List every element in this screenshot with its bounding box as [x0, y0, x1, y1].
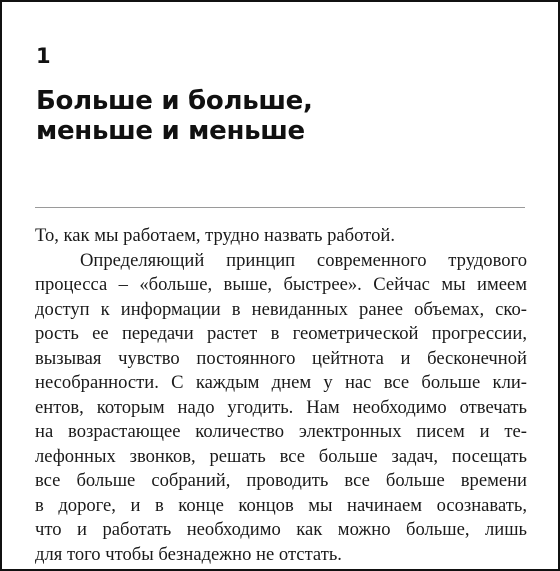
text-line: на возрастающее количество электронных писем и те- — [35, 421, 527, 442]
chapter-title-line: Больше и больше, — [36, 86, 313, 116]
text-line: для того чтобы безнадежно не отстать. — [35, 543, 342, 565]
text-line: рость ее передачи растет в геометрической прогрессии, — [35, 323, 527, 344]
chapter-number: 1 — [36, 44, 51, 68]
text-line: доступ к информации в невиданных ранее объемах, ско- — [35, 298, 527, 320]
paragraph — [35, 249, 527, 568]
text-line: лефонных звонков, решать все больше задач, посещать — [35, 445, 527, 467]
text-line: в дороге, и в конце концов мы начинаем осознавать, — [35, 494, 527, 516]
chapter-body — [35, 224, 527, 567]
chapter-title-line: меньше и меньше — [36, 116, 305, 146]
text-line: Определяющий принцип современного трудового — [80, 249, 527, 271]
text-line: ентов, которым надо угодить. Нам необходимо отвечать — [35, 396, 527, 418]
chapter-title — [36, 86, 313, 146]
text-line: несобранности. С каждым днем у нас все больше кли- — [35, 372, 527, 393]
divider — [35, 207, 525, 208]
text-line: что и работать необходимо как можно больше, лишь — [35, 519, 527, 540]
text-line: То, как мы работаем, трудно назвать работой. — [35, 225, 395, 246]
text-line: процесса – «больше, выше, быстрее». Сейчас мы имеем — [35, 274, 527, 295]
text-line: все больше собраний, проводить все больше времени — [35, 470, 527, 491]
paragraph — [35, 224, 527, 249]
text-line: вызывая чувство постоянного цейтнота и бесконечной — [35, 347, 527, 369]
